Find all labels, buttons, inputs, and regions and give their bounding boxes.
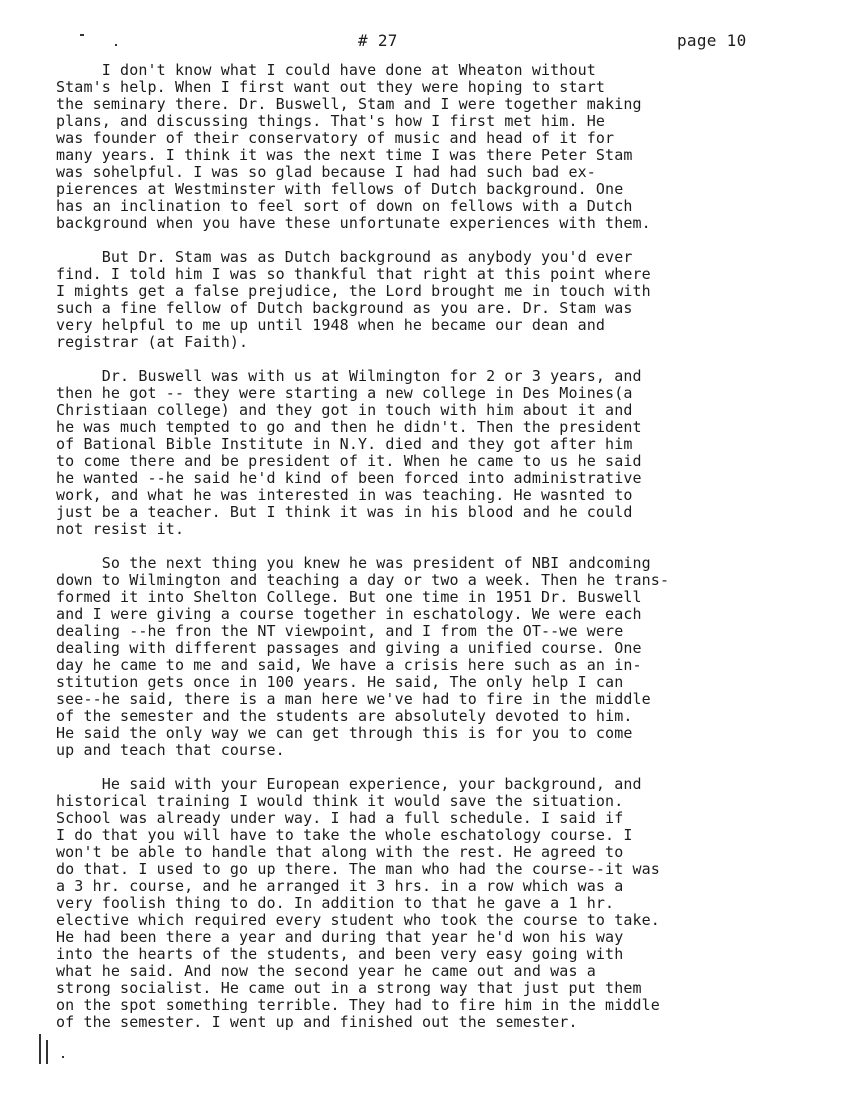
text-line: So the next thing you knew he was president of NBI andcoming [56, 554, 651, 572]
document-body [56, 62, 846, 1048]
text-line: Christiaan college) and they got in touch with him about it and [56, 401, 633, 419]
text-line: of the semester. I went up and finished out the semester. [56, 1013, 578, 1031]
text-line: work, and what he was interested in was teaching. He wasnted to [56, 486, 633, 504]
text-line: into the hearts of the students, and been very easy going with [56, 945, 624, 963]
text-line: was sohelpful. I was so glad because I had had such bad ex- [56, 163, 596, 181]
scan-speck [80, 34, 84, 36]
text-line: formed it into Shelton College. But one time in 1951 Dr. Buswell [56, 588, 642, 606]
text-line: registrar (at Faith). [56, 333, 249, 351]
text-line: many years. I think it was the next time I was there Peter Stam [56, 146, 633, 164]
text-line: won't be able to handle that along with the rest. He agreed to [56, 843, 624, 861]
text-line: background when you have these unfortunate experiences with them. [56, 214, 651, 232]
text-line: a 3 hr. course, and he arranged it 3 hrs. in a row which was a [56, 877, 624, 895]
text-line: has an inclination to feel sort of down on fellows with a Dutch [56, 197, 633, 215]
text-line: plans, and discussing things. That's how I first met him. He [56, 112, 606, 130]
text-line: was founder of their conservatory of music and head of it for [56, 129, 615, 147]
text-line: such a fine fellow of Dutch background as you are. Dr. Stam was [56, 299, 633, 317]
document-number: # 27 [358, 31, 398, 50]
text-line: dealing --he fron the NT viewpoint, and I from the OT--we were [56, 622, 624, 640]
text-line: of the semester and the students are absolutely devoted to him. [56, 707, 633, 725]
text-line: very helpful to me up until 1948 when he became our dean and [56, 316, 606, 334]
text-line: elective which required every student who took the course to take. [56, 911, 660, 929]
text-line: find. I told him I was so thankful that right at this point where [56, 265, 651, 283]
scan-speck [115, 44, 117, 46]
text-line: Dr. Buswell was with us at Wilmington for 2 or 3 years, and [56, 367, 642, 385]
text-line: pierences at Westminster with fellows of Dutch background. One [56, 180, 624, 198]
text-line: down to Wilmington and teaching a day or two a week. Then he trans- [56, 571, 670, 589]
text-line: I do that you will have to take the whole eschatology course. I [56, 826, 633, 844]
paragraph [56, 555, 846, 759]
text-line: stitution gets once in 100 years. He said, The only help I can [56, 673, 624, 691]
text-line: on the spot something terrible. They had to fire him in the middle [56, 996, 660, 1014]
margin-mark [46, 1040, 48, 1064]
paragraph [56, 249, 846, 351]
text-line: But Dr. Stam was as Dutch background as anybody you'd ever [56, 248, 633, 266]
page-number: page 10 [677, 31, 747, 50]
text-line: very foolish thing to do. In addition to that he gave a 1 hr. [56, 894, 615, 912]
text-line: he was much tempted to go and then he didn't. Then the president [56, 418, 642, 436]
text-line: see--he said, there is a man here we've had to fire in the middle [56, 690, 651, 708]
paragraph [56, 62, 846, 232]
text-line: historical training I would think it would save the situation. [56, 792, 624, 810]
text-line: and I were giving a course together in eschatology. We were each [56, 605, 642, 623]
text-line: Stam's help. When I first want out they were hoping to start [56, 78, 606, 96]
text-line: He said the only way we can get through this is for you to come [56, 724, 633, 742]
text-line: what he said. And now the second year he came out and was a [56, 962, 596, 980]
margin-mark [39, 1034, 41, 1064]
text-line: I mights get a false prejudice, the Lord brought me in touch with [56, 282, 651, 300]
text-line: of Bational Bible Institute in N.Y. died and they got after him [56, 435, 633, 453]
paragraph [56, 776, 846, 1031]
text-line: do that. I used to go up there. The man who had the course--it was [56, 860, 660, 878]
scan-speck [62, 1056, 64, 1058]
text-line: he wanted --he said he'd kind of been forced into administrative [56, 469, 642, 487]
text-line: dealing with different passages and giving a unified course. One [56, 639, 642, 657]
text-line: He had been there a year and during that year he'd won his way [56, 928, 624, 946]
text-line: I don't know what I could have done at Wheaton without [56, 61, 596, 79]
text-line: up and teach that course. [56, 741, 285, 759]
text-line: then he got -- they were starting a new college in Des Moines(a [56, 384, 633, 402]
text-line: just be a teacher. But I think it was in his blood and he could [56, 503, 633, 521]
text-line: He said with your European experience, your background, and [56, 775, 642, 793]
text-line: School was already under way. I had a full schedule. I said if [56, 809, 624, 827]
text-line: day he came to me and said, We have a crisis here such as an in- [56, 656, 642, 674]
text-line: to come there and be president of it. When he came to us he said [56, 452, 642, 470]
paragraph [56, 368, 846, 538]
text-line: the seminary there. Dr. Buswell, Stam and I were together making [56, 95, 642, 113]
text-line: strong socialist. He came out in a strong way that just put them [56, 979, 642, 997]
text-line: not resist it. [56, 520, 185, 538]
